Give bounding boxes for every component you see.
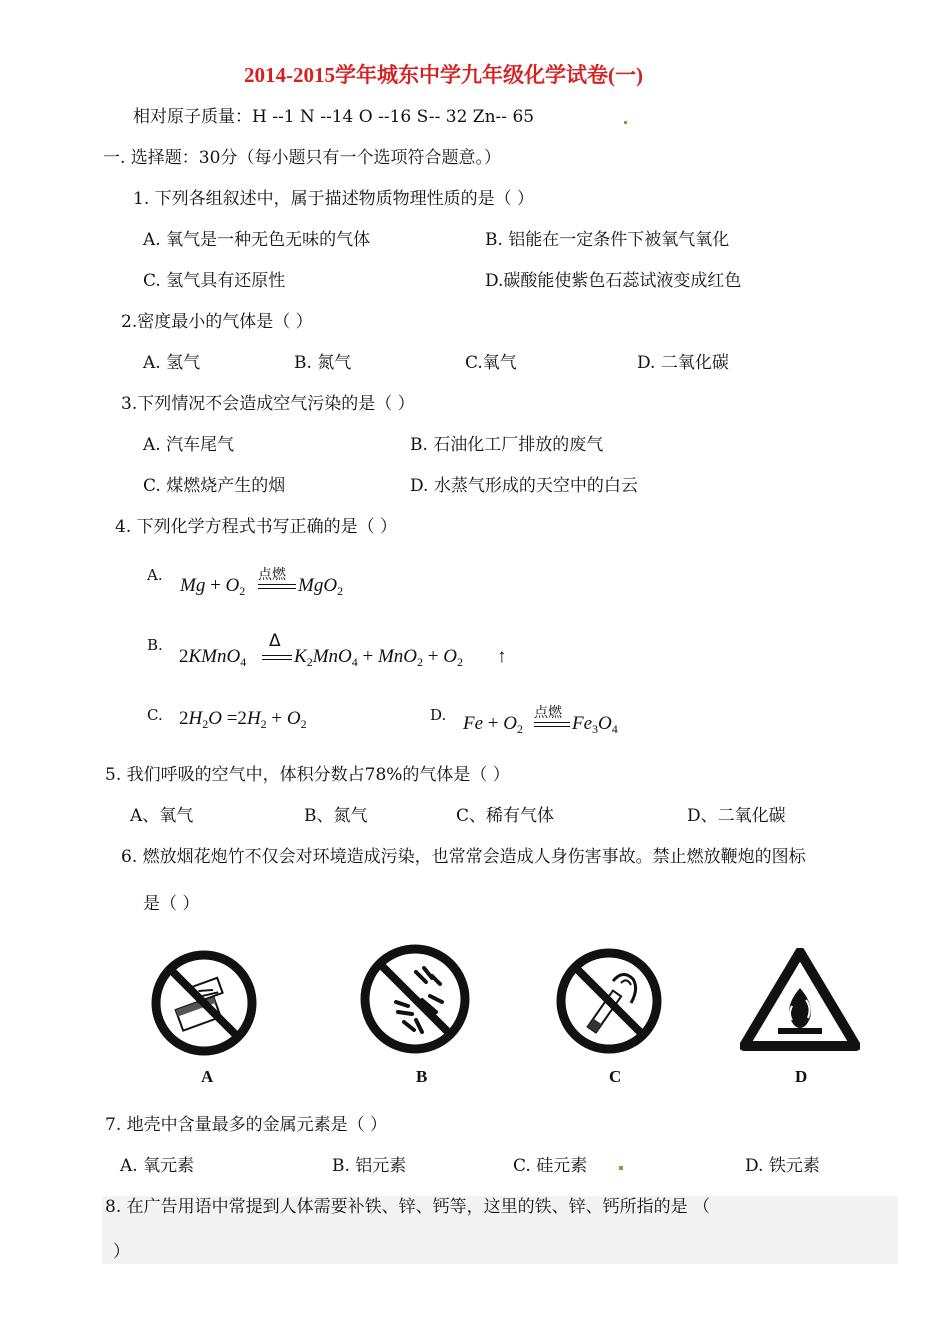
page-title: 2014-2015学年城东中学九年级化学试卷(一) xyxy=(244,63,643,87)
question-1-stem: 1. 下列各组叙述中，属于描述物质物理性质的是（ ） xyxy=(133,189,535,209)
question-4-label-c: C. xyxy=(147,706,163,724)
equation-b: 2KMnO$_4$ xyxy=(179,646,247,669)
question-6-stem-cont: 是（ ） xyxy=(143,894,200,914)
equals-sign-a xyxy=(258,584,296,589)
gas-arrow-icon: ↑ xyxy=(497,646,507,667)
question-5-option-a: A、氧气 xyxy=(130,806,194,826)
question-2-option-d: D. 二氧化碳 xyxy=(637,353,729,373)
equation-c: $2H_2O =2H_2 + O_2$ xyxy=(179,708,307,731)
sign-label-b: B xyxy=(416,1067,428,1086)
no-firecrackers-sign-b-icon xyxy=(356,940,474,1058)
equation-a-product: MgO$_2$ xyxy=(298,575,344,598)
condition-ignite-d: 点燃 xyxy=(534,705,562,721)
question-7-option-c: C. 硅元素 xyxy=(513,1156,588,1176)
sign-label-a: A xyxy=(201,1067,214,1086)
question-3-stem: 3.下列情况不会造成空气污染的是（ ） xyxy=(121,394,415,414)
question-5-option-d: D、二氧化碳 xyxy=(687,806,786,826)
question-1-option-c: C. 氢气具有还原性 xyxy=(143,271,286,291)
question-6-stem: 6. 燃放烟花炮竹不仅会对环境造成污染，也常常会造成人身伤害事故。禁止燃放鞭炮的图标 xyxy=(121,847,806,867)
atomic-mass-line: 相对原子质量：H --1 N --14 O --16 S-- 32 Zn-- 65 xyxy=(133,107,535,127)
question-5-option-b: B、氮气 xyxy=(304,806,368,826)
condition-heat-b: Δ xyxy=(269,631,281,651)
question-2-stem: 2.密度最小的气体是（ ） xyxy=(121,312,313,332)
equation-a: $Mg + O_2$ xyxy=(180,575,246,598)
question-3-option-b: B. 石油化工厂排放的废气 xyxy=(410,435,604,455)
question-7-option-b: B. 铝元素 xyxy=(332,1156,407,1176)
question-7-option-a: A. 氧元素 xyxy=(120,1156,195,1176)
no-smoking-sign-c-icon xyxy=(551,945,667,1057)
question-5-option-c: C、稀有气体 xyxy=(456,806,555,826)
ink-speck xyxy=(619,1166,623,1170)
equals-sign-d xyxy=(534,722,570,727)
question-7-stem: 7. 地壳中含量最多的金属元素是（ ） xyxy=(105,1115,388,1135)
question-3-option-c: C. 煤燃烧产生的烟 xyxy=(143,476,286,496)
question-2-option-b: B. 氮气 xyxy=(294,353,352,373)
no-fireworks-sign-a-icon xyxy=(146,948,264,1058)
question-8-stem: 8. 在广告用语中常提到人体需要补铁、锌、钙等，这里的铁、锌、钙所指的是 （ xyxy=(105,1197,711,1217)
question-1-option-d: D.碳酸能使紫色石蕊试液变成红色 xyxy=(485,271,742,291)
equation-b-products: $K_2MnO_4 + MnO_2 + O_2$ xyxy=(294,646,463,669)
question-4-stem: 4. 下列化学方程式书写正确的是（ ） xyxy=(115,517,398,537)
ink-speck xyxy=(624,121,627,124)
sign-label-d: D xyxy=(795,1067,808,1086)
sign-label-c: C xyxy=(609,1067,622,1086)
question-5-stem: 5. 我们呼吸的空气中，体积分数占78%的气体是（ ） xyxy=(105,765,510,785)
question-1-option-b: B. 铝能在一定条件下被氧气氧化 xyxy=(485,230,730,250)
question-2-option-c: C.氧气 xyxy=(465,353,517,373)
question-8-stem-cont: ） xyxy=(113,1242,130,1262)
condition-ignite-a: 点燃 xyxy=(258,567,286,583)
question-1-option-a: A. 氧气是一种无色无味的气体 xyxy=(143,230,371,250)
question-4-label-d: D. xyxy=(430,706,447,724)
equation-d: $Fe + O_2$ xyxy=(463,713,523,736)
question-3-option-a: A. 汽车尾气 xyxy=(143,435,235,455)
question-4-label-b: B. xyxy=(147,636,163,654)
question-3-option-d: D. 水蒸气形成的天空中的白云 xyxy=(410,476,638,496)
question-7-option-d: D. 铁元素 xyxy=(745,1156,820,1176)
equation-d-product: $Fe_3O_4$ xyxy=(572,713,618,736)
section-heading: 一. 选择题：30分（每小题只有一个选项符合题意。） xyxy=(103,148,501,168)
flammable-warning-sign-d-icon xyxy=(740,948,860,1052)
equals-sign-b xyxy=(262,655,292,660)
question-2-option-a: A. 氢气 xyxy=(143,353,201,373)
question-4-label-a: A. xyxy=(147,566,163,584)
